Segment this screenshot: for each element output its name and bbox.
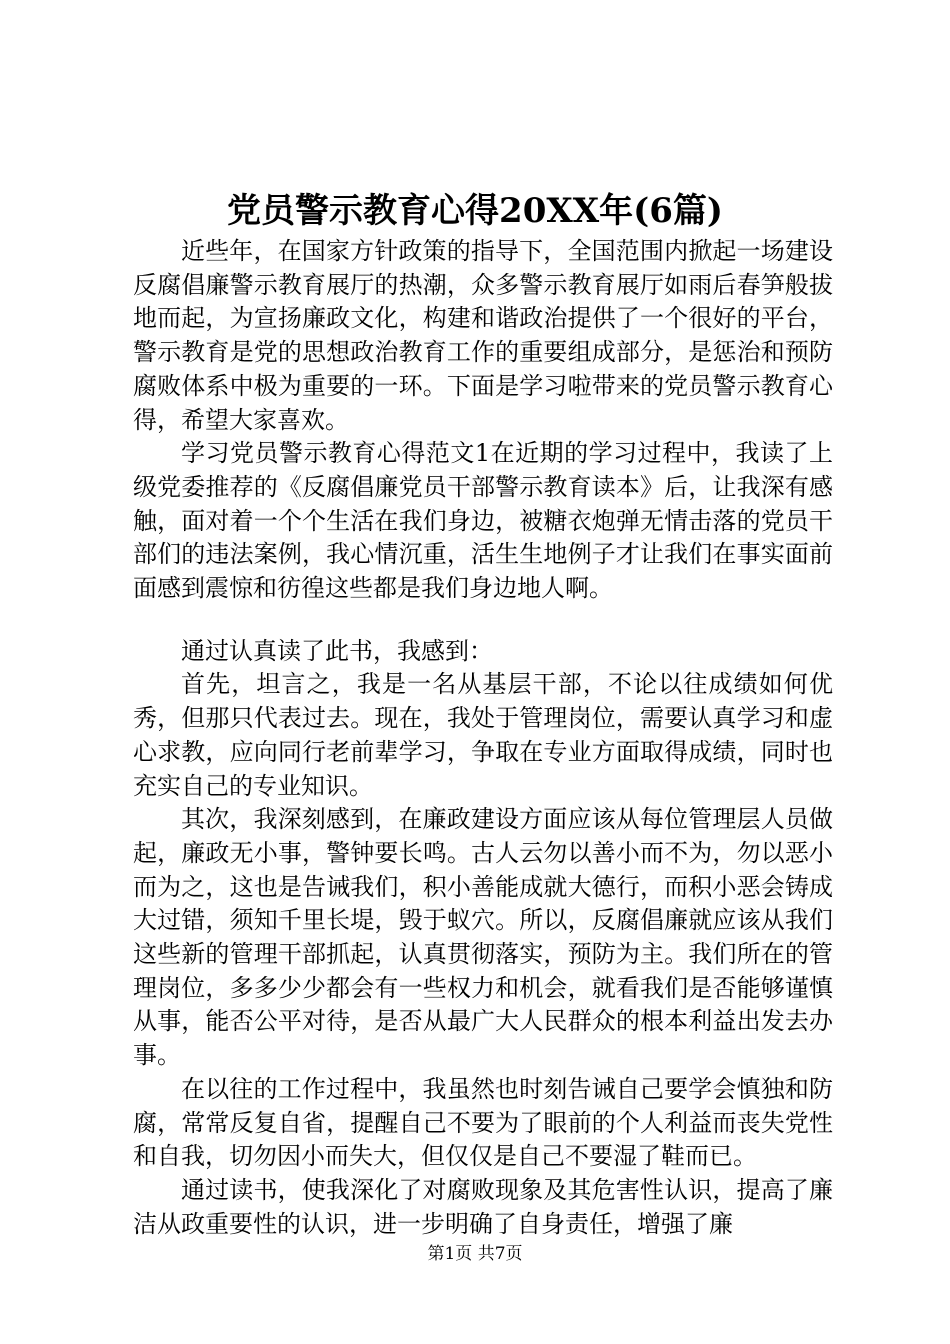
paragraph-sample-1: 学习党员警示教育心得范文1在近期的学习过程中，我读了上级党委推荐的《反腐倡廉党员干部警示教育读本》后，让我深有感触，面对着一个个生活在我们身边，被糖衣炮弹无情击落的党员干部们的违法案例，我心情沉重，活生生地例子才让我们在事实面前面感到震惊和彷徨这些都是我们身边地人啊。: [133, 439, 833, 603]
paragraph-first: 首先，坦言之，我是一名从基层干部，不论以往成绩如何优秀，但那只代表过去。现在，我处于管理岗位，需要认真学习和虚心求教，应向同行老前辈学习，争取在专业方面取得成绩，同时也充实自己的专业知识。: [133, 670, 833, 800]
document-title: 党员警示教育心得20XX年(6篇): [227, 191, 723, 231]
paragraph-reading-result: 通过读书，使我深化了对腐败现象及其危害性认识，提高了廉洁从政重要性的认识，进一步明确了自身责任，增强了廉: [133, 1175, 833, 1238]
paragraph-second: 其次，我深刻感到，在廉政建设方面应该从每位管理层人员做起，廉政无小事，警钟要长鸣。古人云勿以善小而不为，勿以恶小而为之，这也是告诫我们，积小善能成就大德行，而积小恶会铸成大过错，须知千里长堤，毁于蚁穴。所以，反腐倡廉就应该从我们这些新的管理干部抓起，认真贯彻落实，预防为主。我们所在的管理岗位，多多少少都会有一些权力和机会，就看我们是否能够谨慎从事，能否公平对待，是否从最广大人民群众的根本利益出发去办事。: [133, 805, 833, 1070]
paragraph-intro: 近些年，在国家方针政策的指导下，全国范围内掀起一场建设反腐倡廉警示教育展厅的热潮，众多警示教育展厅如雨后春笋般拔地而起，为宣扬廉政文化，构建和谐政治提供了一个很好的平台，警示教育是党的思想政治教育工作的重要组成部分，是惩治和预防腐败体系中极为重要的一环。下面是学习啦带来的党员警示教育心得，希望大家喜欢。: [133, 237, 833, 434]
paragraph-past-work: 在以往的工作过程中，我虽然也时刻告诫自己要学会慎独和防腐，常常反复自省，提醒自己不要为了眼前的个人利益而丧失党性和自我，切勿因小而失大，但仅仅是自己不要湿了鞋而已。: [133, 1074, 833, 1171]
page-number-footer: 第1页 共7页: [427, 1244, 523, 1264]
paragraph-reading-lead: 通过认真读了此书，我感到：: [181, 636, 493, 665]
document-body: [133, 235, 833, 1241]
